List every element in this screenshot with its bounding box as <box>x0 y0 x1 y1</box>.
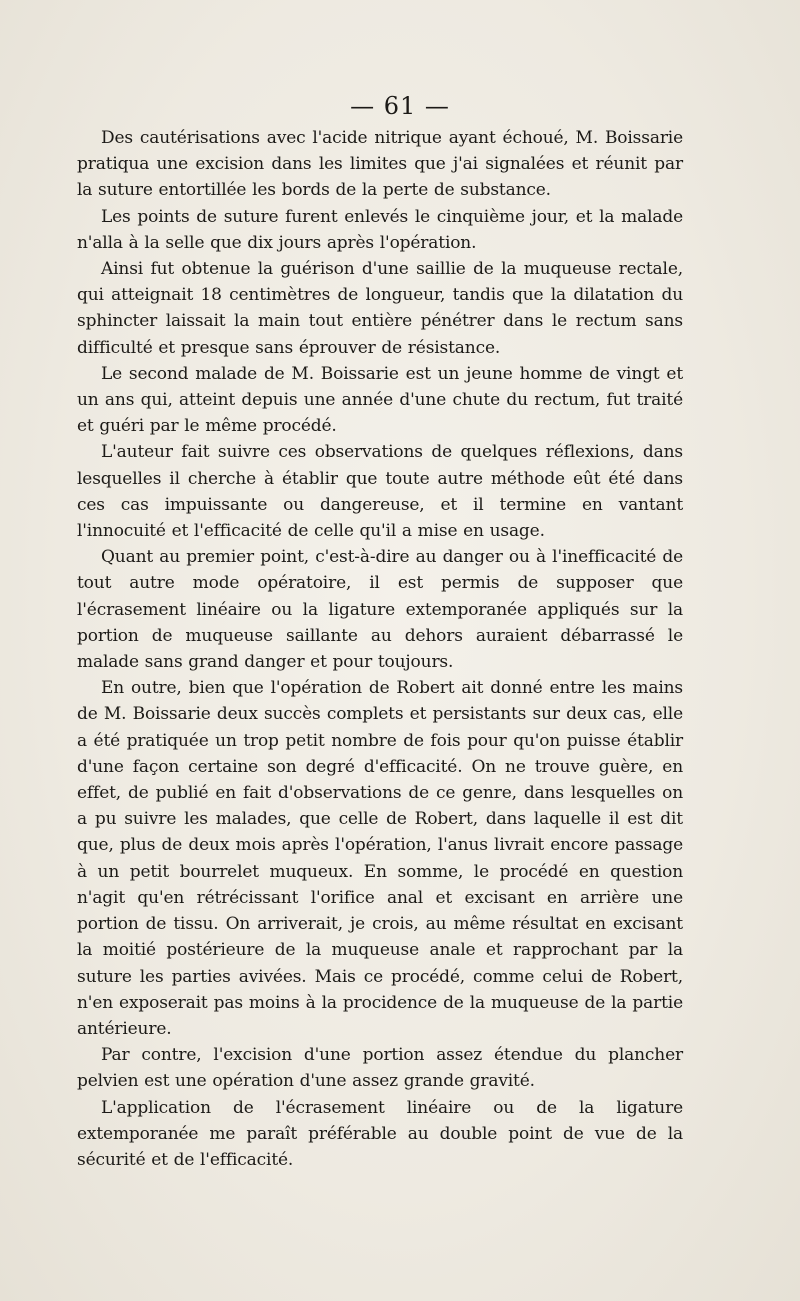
page-number: — 61 — <box>350 92 450 120</box>
paragraph: Les points de suture furent enlevés le cinquième jour, et la malade n'alla à la selle que dix jours après l'opération. <box>77 206 683 253</box>
body-text <box>77 125 683 1173</box>
paragraph: L'application de l'écrasement linéaire ou de la ligature extemporanée me paraît préférable au double point de vue de la sécurité et de l'efficacité. <box>77 1097 683 1170</box>
paragraph: L'auteur fait suivre ces observations de quelques réflexions, dans lesquelles il cherche à établir que toute autre méthode eût été dans ces cas impuissante ou dangereuse, et il termine en vantant l'innocuité et l'efficacité de celle qu'il a mise en usage. <box>77 442 683 542</box>
paragraph: Quant au premier point, c'est-à-dire au danger ou à l'inefficacité de tout autre mode opératoire, il est permis de supposer que l'écrasement linéaire ou la ligature extemporanée appliqués sur la portion de muqueuse saillante au dehors auraient débarrassé le malade sans grand danger et pour toujours. <box>77 547 683 673</box>
paragraph: Le second malade de M. Boissarie est un jeune homme de vingt et un ans qui, atteint depuis une année d'une chute du rectum, fut traité et guéri par le même procédé. <box>77 363 683 437</box>
paragraph: Ainsi fut obtenue la guérison d'une saillie de la muqueuse rectale, qui atteignait 18 centimètres de longueur, tandis que la dilatation du sphincter laissait la main tout entière pénétrer dans le rectum sans difficulté et presque sans éprouver de résistance. <box>77 259 683 358</box>
paragraph: Par contre, l'excision d'une portion assez étendue du plancher pelvien est une opération d'une assez grande gravité. <box>77 1045 683 1092</box>
paragraph: En outre, bien que l'opération de Robert ait donné entre les mains de M. Boissarie deux succès complets et persistants sur deux cas, elle a été pratiquée un trop petit nombre de fois pour qu'on puisse établir d'une façon certaine son degré d'efficacité. On ne trouve guère, en effet, de publié en fait d'observations de ce genre, dans lesquelles on a pu suivre les malades, que celle de Robert, dans laquelle il est dit que, plus de deux mois après l'opération, l'anus livrait encore passage à un petit bourrelet muqueux. En somme, le procédé en question n'agit qu'en rétrécissant l'orifice anal et excisant en arrière une portion de tissu. On arriverait, je crois, au même résultat en excisant la moitié postérieure de la muqueuse anale et rapprochant par la suture les parties avivées. Mais ce procédé, comme celui de Robert, n'en exposerait pas moins à la procidence de la muqueuse de la partie antérieure. <box>77 678 683 1039</box>
paragraph: Des cautérisations avec l'acide nitrique ayant échoué, M. Boissarie pratiqua une excision dans les limites que j'ai signalées et réunit par la suture entortillée les bords de la perte de substance. <box>77 128 683 201</box>
